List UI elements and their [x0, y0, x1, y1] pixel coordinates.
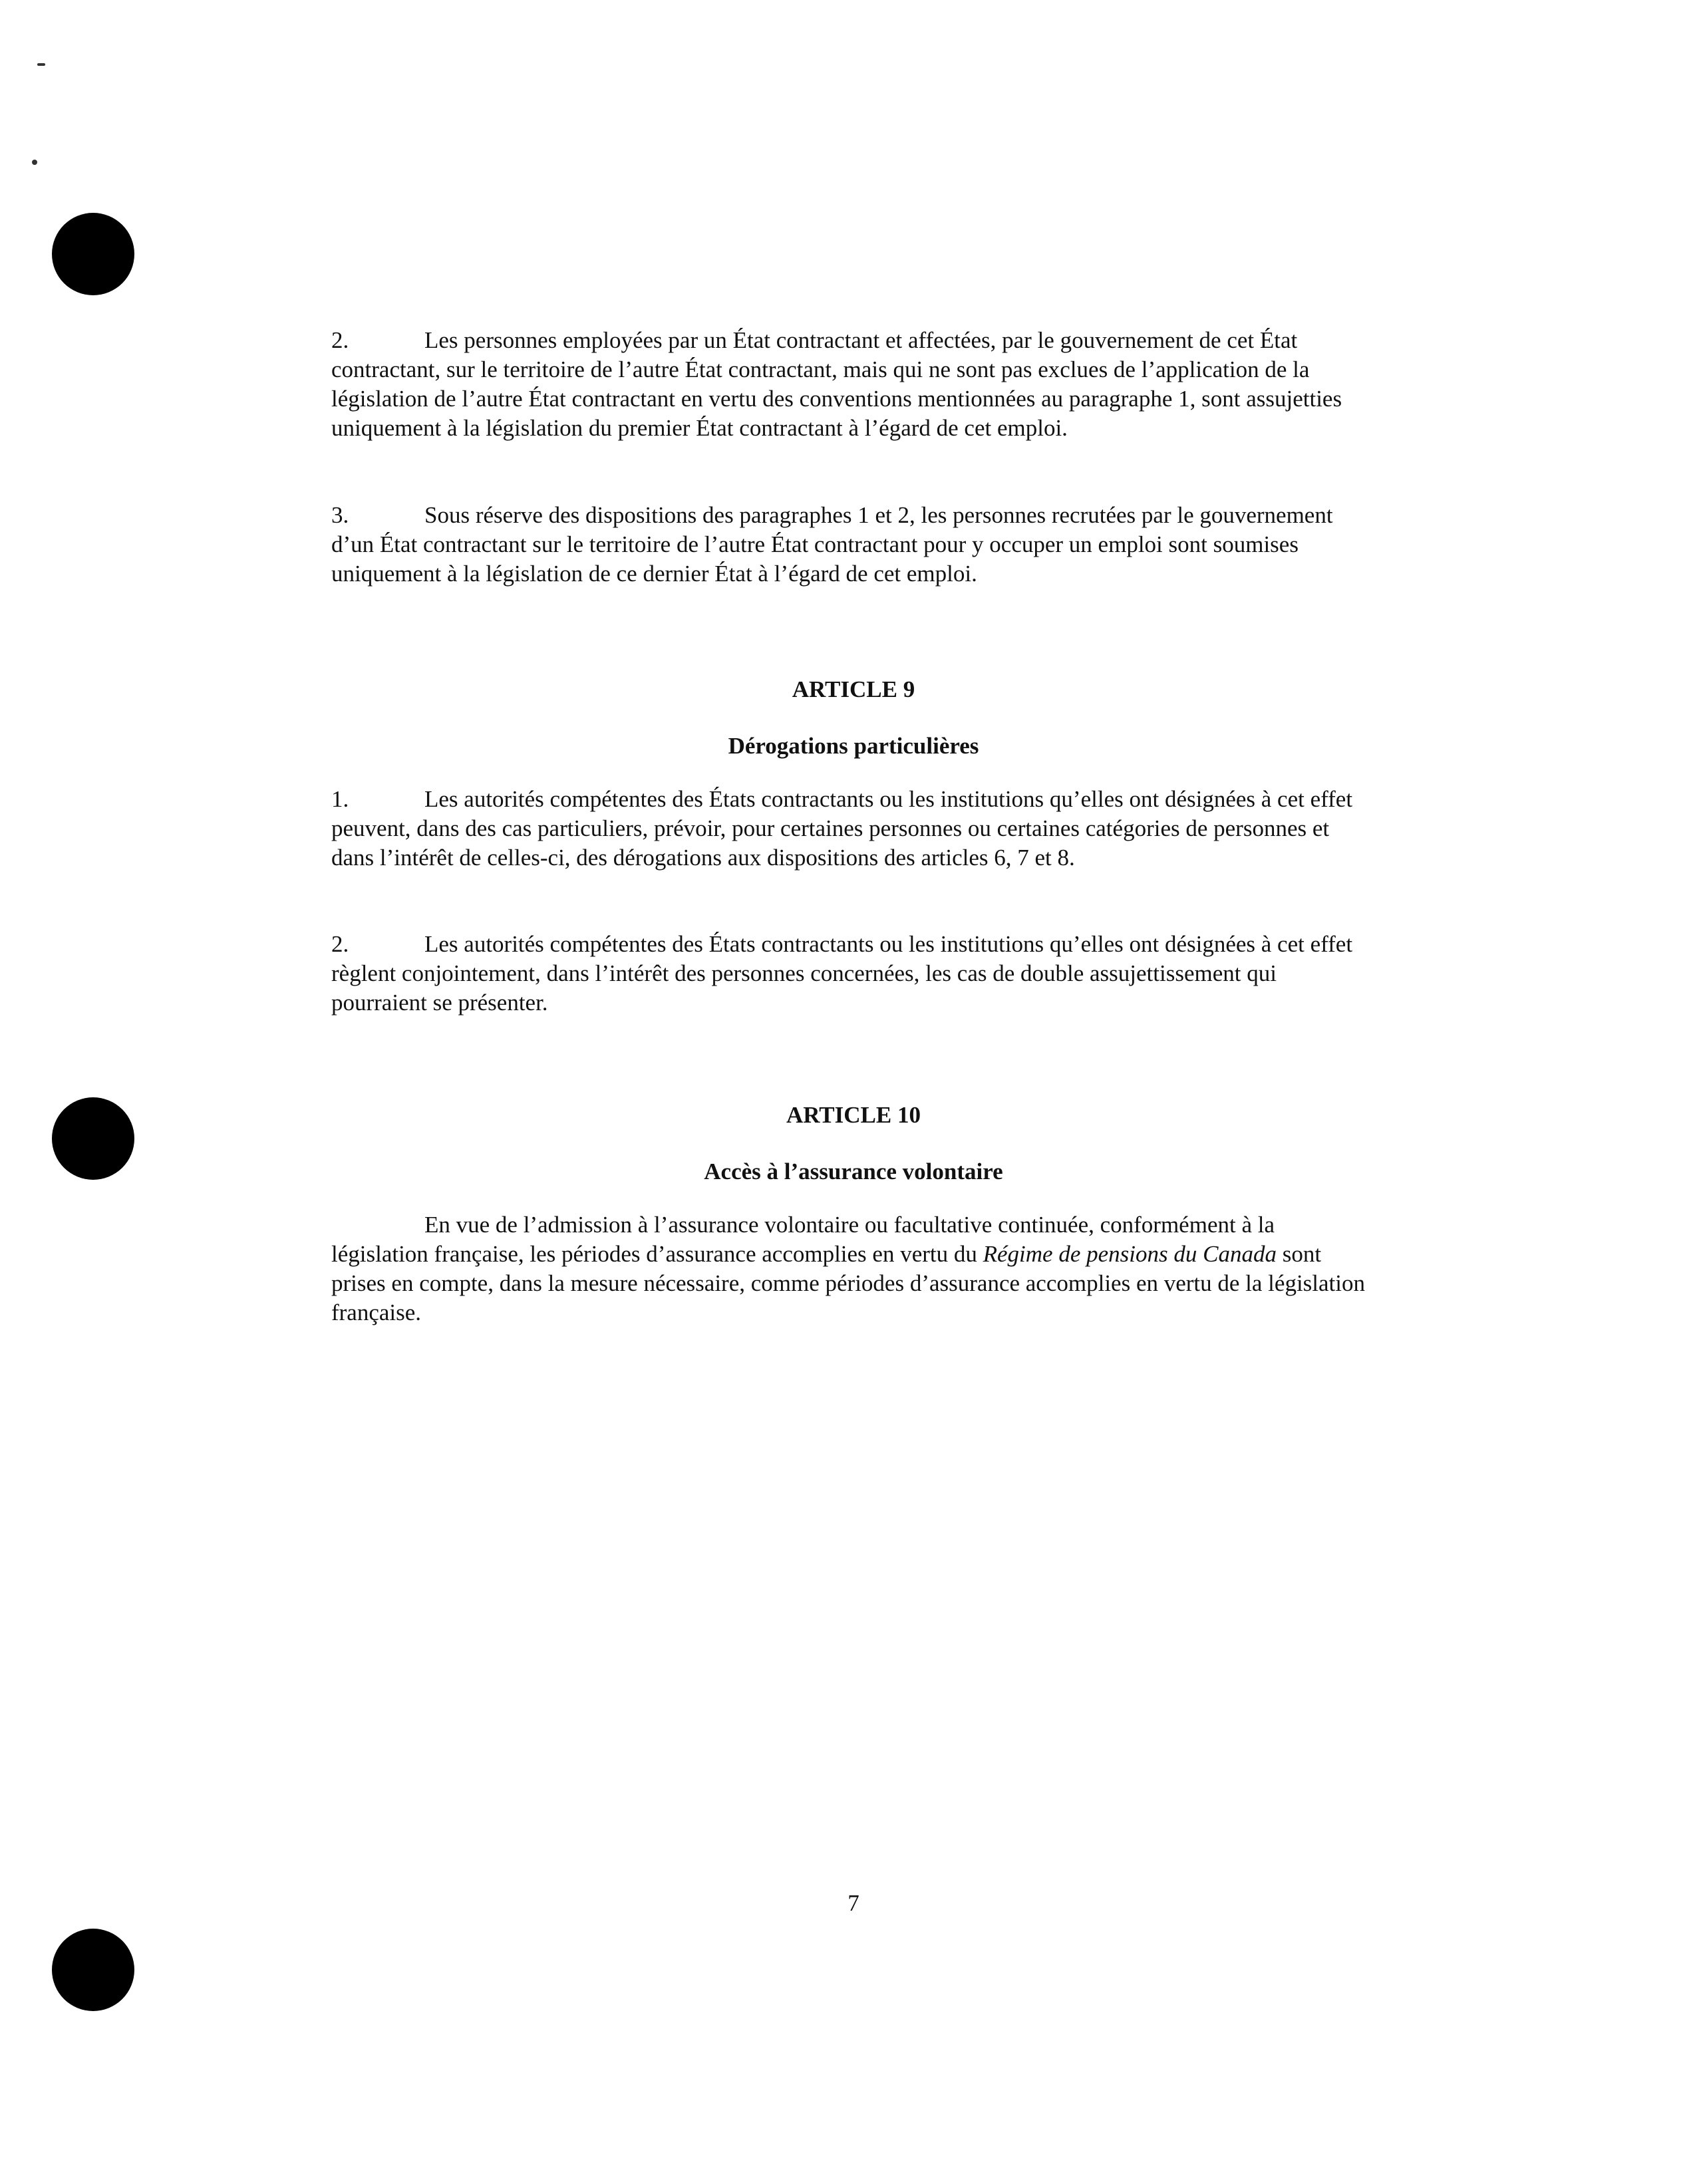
punch-hole-top: [52, 213, 134, 295]
paragraph-text: Les personnes employées par un État contractant et affectées, par le gouvernement de cet État contractant, sur le territoire de l’autre État contractant, mais qui ne sont pas exclues de l’application de la législation de l’autre État contractant en vertu des conventions mentionnées au paragraphe 1, sont assujetties uniquement à la législation du premier État contractant à l’égard de cet emploi.: [331, 327, 1342, 441]
article9-heading: ARTICLE 9: [792, 676, 915, 702]
paragraph-text: sont prises en compte, dans la mesure nécessaire, comme périodes d’assurance accomplies en vertu de la législation française.: [331, 1241, 1365, 1325]
paragraph-text: En vue de l’admission à l’assurance volontaire ou facultative continuée, conformément à la législation française, les périodes d’assurance accomplies en vertu du: [331, 1212, 1275, 1267]
paragraph-number: 1.: [331, 786, 349, 812]
article9-paragraph-2: [331, 930, 1376, 1018]
article8-paragraph-2: [331, 326, 1376, 443]
article10-paragraph-1: [331, 1210, 1376, 1327]
article10-subheading: Accès à l’assurance volontaire: [704, 1159, 1003, 1184]
page-number: 7: [848, 1890, 859, 1916]
paragraph-text: Les autorités compétentes des États contractants ou les institutions qu’elles ont désignées à cet effet peuvent, dans des cas particuliers, prévoir, pour certaines personnes ou certaines catégories de personnes et dans l’intérêt de celles-ci, des dérogations aux dispositions des articles 6, 7 et 8.: [331, 786, 1353, 871]
paragraph-number: 3.: [331, 502, 349, 528]
paragraph-number: 2.: [331, 327, 349, 353]
scan-speck: [32, 160, 37, 165]
scan-speck: [37, 63, 45, 66]
paragraph-number: 2.: [331, 931, 349, 957]
paragraph-italic-title: Régime de pensions du Canada: [983, 1241, 1277, 1267]
article9-subheading: Dérogations particulières: [728, 733, 979, 759]
article9-paragraph-1: [331, 785, 1376, 873]
paragraph-text: Les autorités compétentes des États contractants ou les institutions qu’elles ont désignées à cet effet règlent conjointement, dans l’intérêt des personnes concernées, les cas de double assujettissement qui pourraient se présenter.: [331, 931, 1353, 1016]
article8-paragraph-3: [331, 501, 1376, 589]
punch-hole-bottom: [52, 1929, 134, 2011]
article10-heading: ARTICLE 10: [786, 1102, 921, 1128]
paragraph-text: Sous réserve des dispositions des paragraphes 1 et 2, les personnes recrutées par le gouvernement d’un État contractant sur le territoire de l’autre État contractant pour y occuper un emploi sont soumises uniquement à la législation de ce dernier État à l’égard de cet emploi.: [331, 502, 1333, 587]
punch-hole-middle: [52, 1097, 134, 1180]
